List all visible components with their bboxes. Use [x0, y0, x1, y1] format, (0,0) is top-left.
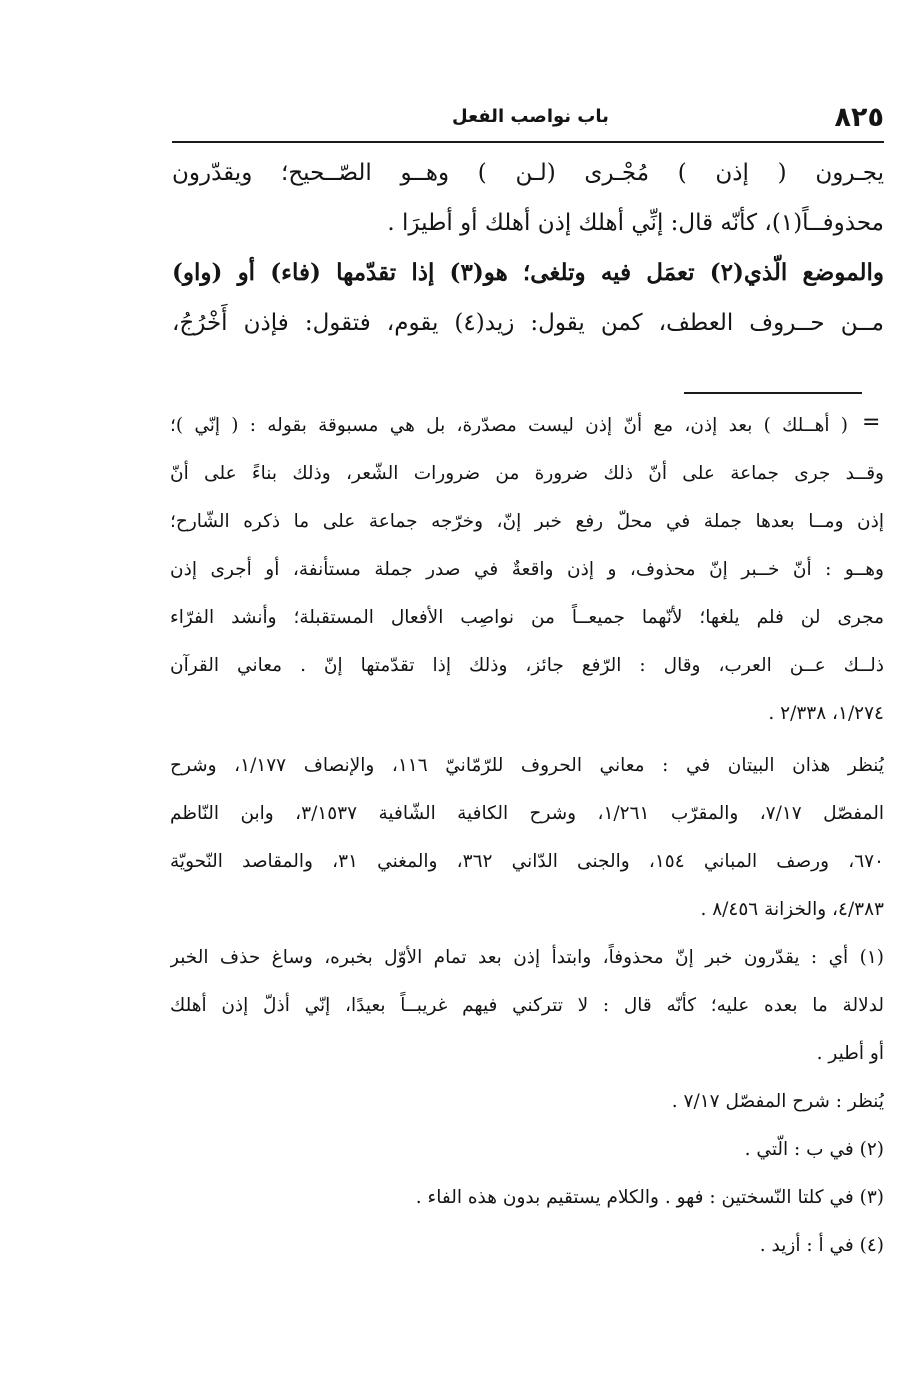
page-number: ٨٢٥	[834, 102, 884, 133]
footnote-line: ذلــك عــن العرب، وقال : الرّفع جائز، وذلك إذا تقدّمتها إنّ . معاني القرآن	[170, 655, 884, 676]
main-text-line: مــن حــروف العطف، كمن يقول: زيد(٤) يقوم، فتقول: فإذن أَخْرُجُ،	[172, 310, 884, 336]
footnote-line: ٦٧٠، ورصف المباني ١٥٤، والجنى الدّاني ٣٦٢، والمغني ٣١، والمقاصد النّحويّة	[170, 851, 884, 872]
footnotes	[170, 402, 884, 1270]
main-text-line: محذوفــاً(١)، كأنّه قال: إنِّي أهلك إذن أهلك أو أطيرَا .	[387, 210, 884, 236]
chapter-title: باب نواصب الفعل	[452, 106, 609, 127]
main-text	[172, 148, 884, 348]
footnote-line: إذن ومــا بعدها جملة في محلّ رفع خبر إنّ، وخرّجه جماعة على ما ذكره الشّارح؛	[170, 511, 884, 532]
footnote-divider	[684, 392, 862, 394]
footnote-line: وقــد جرى جماعة على أنّ ذلك ضرورة من ضرورات الشّعر، وذلك بناءً على أنّ	[170, 463, 884, 484]
page-header	[172, 100, 884, 140]
footnote-line: ٤/٣٨٣، والخزانة ٨/٤٥٦ .	[700, 899, 884, 920]
footnote-line: المفصّل ٧/١٧، والمقرّب ١/٢٦١، وشرح الكافية الشّافية ٣/١٥٣٧، وابن النّاظم	[170, 803, 884, 824]
footnote-continued	[170, 402, 884, 738]
footnote-continuation-mark: =	[862, 410, 881, 435]
footnote-sources	[170, 742, 884, 934]
footnote-line: (١) أي : يقدّرون خبر إنّ محذوفاً، وابتدأ إذن بعد تمام الأوّل بخبره، وساغ حذف الخبر	[170, 947, 884, 968]
footnote-2: (٢) في ب : الّتي .	[744, 1139, 884, 1160]
footnote-line: وهــو : أنّ خــبر إنّ محذوف، و إذن واقعةٌ في صدر جملة مستأنفة، أو أجرى إذن	[170, 559, 884, 580]
footnote-line: ( أهــلك ) بعد إذن، مع أنّ إذن ليست مصدّرة، بل هي مسبوقة بقوله : ( إنّي )؛	[170, 415, 848, 436]
footnote-4: (٤) في أ : أزيد .	[759, 1235, 884, 1256]
footnote-line: مجرى لن فلم يلغها؛ لأنّهما جميعــاً من نواصِب الأفعال المستقبلة؛ وأنشد الفرّاء	[170, 607, 884, 628]
header-divider	[172, 141, 884, 143]
main-text-line: يجـرون ( إذن ) مُجْـرى (لـن ) وهــو الصّــحيح؛ ويقدّرون	[172, 160, 884, 186]
main-text-line: والموضع الّذي(٢) تعمَل فيه وتلغى؛ هو(٣) إذا تقدّمها (فاء) أو (واو)	[172, 259, 884, 286]
footnote-line: أو أطير .	[816, 1043, 884, 1064]
footnote-line: يُنظر هذان البيتان في : معاني الحروف للرّمّانيّ ١١٦، والإنصاف ١/١٧٧، وشرح	[170, 755, 884, 776]
footnote-1	[170, 934, 884, 1126]
footnote-3: (٣) في كلتا النّسختين : فهو . والكلام يستقيم بدون هذه الفاء .	[415, 1187, 884, 1208]
footnote-line: لدلالة ما بعده عليه؛ كأنّه قال : لا تتركني فيهم غريبــاً بعيدًا، إنّي أذلّ إذن أهلك	[170, 995, 884, 1016]
footnote-line: ١/٢٧٤، ٢/٣٣٨ .	[768, 703, 884, 724]
footnote-line: يُنظر : شرح المفصّل ٧/١٧ .	[671, 1091, 884, 1112]
